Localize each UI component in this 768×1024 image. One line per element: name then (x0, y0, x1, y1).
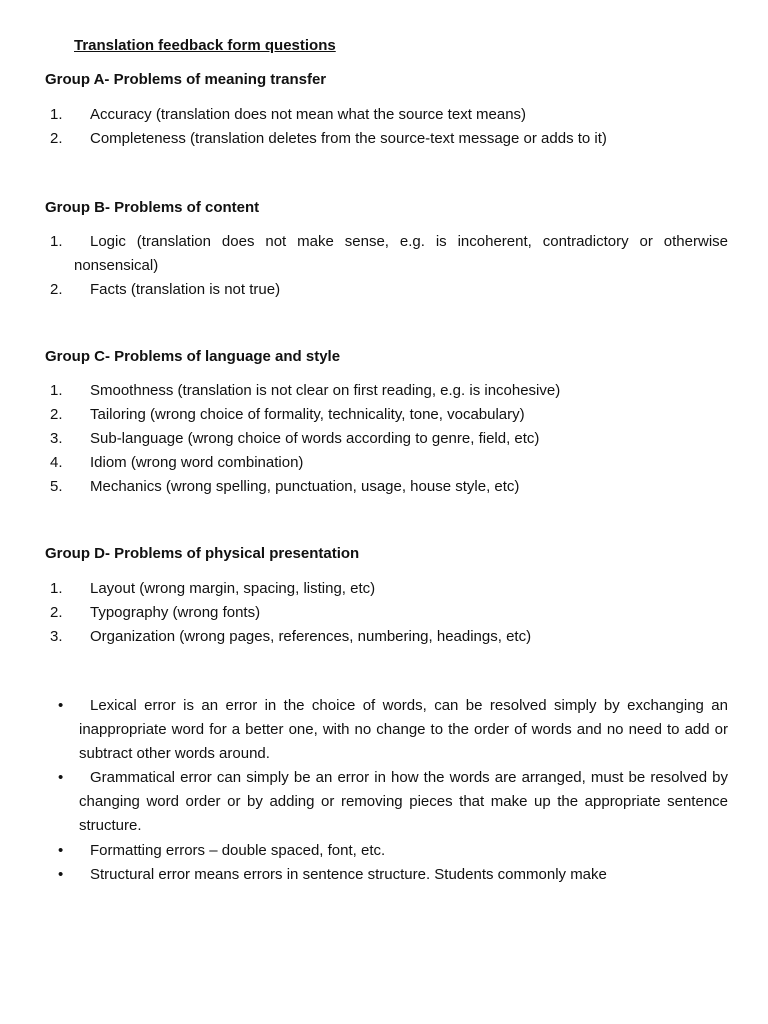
list-number: 1. (50, 580, 63, 597)
list-item-text: Organization (wrong pages, references, numbering, headings, etc) (90, 628, 532, 645)
group-d-heading: Group D- Problems of physical presentation (45, 545, 360, 562)
group-c-item-4 (50, 451, 728, 475)
list-number: 3. (50, 430, 63, 447)
bullet-icon: • (58, 769, 64, 786)
bullet-text: Formatting errors – double spaced, font, etc. (90, 842, 386, 859)
group-a-item-2 (50, 127, 728, 151)
document-title: Translation feedback form questions (74, 37, 336, 54)
group-c-item-5 (50, 475, 728, 499)
bullet-structural-error (58, 863, 728, 887)
bullet-formatting-errors (58, 839, 728, 863)
list-number: 2. (50, 604, 63, 621)
bullet-text: Structural error means errors in sentence structure. Students commonly make (90, 866, 607, 883)
list-number: 2. (50, 130, 63, 147)
list-number: 2. (50, 281, 63, 298)
list-number: 1. (50, 106, 63, 123)
group-b-item-1 (50, 230, 728, 278)
list-item-text: Sub-language (wrong choice of words according to genre, field, etc) (90, 430, 540, 447)
list-item-text: Mechanics (wrong spelling, punctuation, usage, house style, etc) (90, 478, 520, 495)
list-item-text: Layout (wrong margin, spacing, listing, etc) (90, 580, 376, 597)
group-a-heading: Group A- Problems of meaning transfer (45, 71, 327, 88)
bullet-icon: • (58, 697, 64, 714)
group-a-item-1 (50, 103, 728, 127)
bullet-lexical-error (58, 694, 728, 766)
group-d-item-3 (50, 625, 728, 649)
list-item-text: Completeness (translation deletes from the source-text message or adds to it) (90, 130, 607, 147)
list-item-text: Idiom (wrong word combination) (90, 454, 304, 471)
list-item-text: Facts (translation is not true) (90, 281, 281, 298)
list-item-text: Logic (translation does not make sense, e.g. is incoherent, contradictory or otherwise nonsensical) (74, 233, 728, 274)
group-c-item-3 (50, 427, 728, 451)
bullet-icon: • (58, 866, 64, 883)
list-number: 1. (50, 233, 63, 250)
bullet-text: Grammatical error can simply be an error in how the words are arranged, must be resolved by changing word order or by adding or removing pieces that make up the appropriate sentence structure. (79, 769, 728, 834)
bullet-text: Lexical error is an error in the choice of words, can be resolved simply by exchanging an inappropriate word for a better one, with no change to the order of words and no need to add or subtract other words around. (79, 697, 728, 762)
group-c-item-1 (50, 379, 728, 403)
group-c-heading: Group C- Problems of language and style (45, 348, 341, 365)
list-item-text: Accuracy (translation does not mean what the source text means) (90, 106, 527, 123)
list-item-text: Tailoring (wrong choice of formality, technicality, tone, vocabulary) (90, 406, 525, 423)
list-number: 3. (50, 628, 63, 645)
group-d-item-1 (50, 577, 728, 601)
list-item-text: Typography (wrong fonts) (90, 604, 261, 621)
bullet-icon: • (58, 842, 64, 859)
list-number: 1. (50, 382, 63, 399)
list-number: 5. (50, 478, 63, 495)
list-number: 4. (50, 454, 63, 471)
list-number: 2. (50, 406, 63, 423)
group-b-item-2 (50, 278, 728, 302)
list-item-text: Smoothness (translation is not clear on first reading, e.g. is incohesive) (90, 382, 561, 399)
group-b-heading: Group B- Problems of content (45, 199, 260, 216)
group-d-item-2 (50, 601, 728, 625)
bullet-grammatical-error (58, 766, 728, 838)
group-c-item-2 (50, 403, 728, 427)
